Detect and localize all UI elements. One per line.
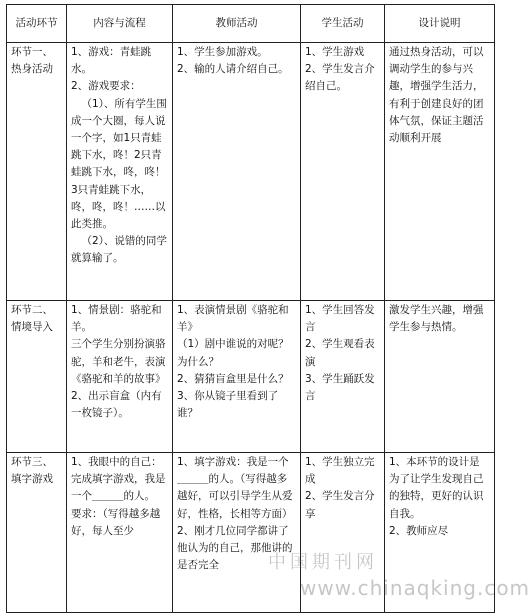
student-line: 2、学生发言介绍自己。 — [305, 63, 375, 93]
header-design: 设计说明 — [385, 5, 495, 43]
header-content: 内容与流程 — [67, 5, 173, 43]
cell-content — [67, 43, 173, 301]
cell-design — [385, 43, 495, 301]
content-line: 2、出示盲盒（内有一枚镜子）。 — [71, 390, 162, 420]
content-line: 1、游戏：青蛙跳水。 — [71, 46, 152, 76]
table-row — [7, 301, 495, 453]
content-line: （2）、说错的同学就算输了。 — [71, 235, 167, 265]
header-teacher: 教师活动 — [173, 5, 301, 43]
header-student: 学生活动 — [301, 5, 385, 43]
header-stage: 活动环节 — [7, 5, 67, 43]
content-line: （1）、所有学生围成一个大圈，每人说一个字，如1只青蛙跳下水，咚！2只青蛙跳下水，咚，咚！3只青蛙跳下水，咚，咚，咚！……以此类推。 — [71, 97, 167, 231]
cell-student — [301, 453, 385, 613]
stage-text: 环节三、填字游戏 — [11, 456, 53, 486]
content-line: 1、我眼中的自己：完成填字游戏，我是一个＿＿＿的人。 — [71, 456, 166, 503]
cell-stage — [7, 43, 67, 301]
cell-student — [301, 301, 385, 453]
content-line: 1、情景剧：骆驼和羊。 — [71, 304, 162, 334]
watermark-text: 中国期刊网 — [268, 552, 378, 573]
table-header-row — [7, 5, 495, 43]
cell-content — [67, 301, 173, 453]
student-line: 1、学生独立完成 — [305, 456, 375, 486]
design-line: 1、本环节的设计是为了让学生发现自己的独特，更好的认识自我。 — [389, 456, 484, 520]
student-line: 1、学生回答发言 — [305, 304, 375, 334]
cell-teacher — [173, 301, 301, 453]
content-line: 2、游戏要求： — [71, 80, 141, 93]
lesson-plan-table — [6, 4, 495, 613]
student-line: 2、学生发言分享 — [305, 490, 375, 520]
cell-teacher — [173, 43, 301, 301]
student-line: 2、学生观看表演 — [305, 338, 375, 368]
student-line: 1、学生游戏 — [305, 46, 365, 58]
cell-content — [67, 453, 173, 613]
stage-text: 环节一、热身活动 — [11, 46, 53, 76]
teacher-line: 1、表演情景剧《骆驼和羊》 — [177, 304, 289, 334]
cell-design — [385, 301, 495, 453]
cell-stage — [7, 453, 67, 613]
cell-design — [385, 453, 495, 613]
design-line: 通过热身活动，可以调动学生的参与兴趣，增强学生活力，有利于创建良好的团体气氛，保证主题活动顺利开展 — [389, 46, 484, 145]
teacher-line: 2、刚才几位同学都讲了他认为的自己，那他讲的是否完全 — [177, 524, 293, 572]
design-line: 激发学生兴趣，增强学生参与热情。 — [389, 304, 484, 334]
teacher-line: 1、填字游戏：我是一个＿＿＿的人。（写得越多越好，可以引导学生从爱好，性格，长相等方面） — [177, 456, 293, 520]
teacher-line: 2、输的人请介绍自己。 — [177, 63, 289, 76]
cell-teacher — [173, 453, 301, 613]
content-line: 要求：（写得越多越好，每人至少 — [71, 507, 161, 537]
cell-stage — [7, 301, 67, 453]
cell-student — [301, 43, 385, 301]
teacher-line: 3、你从镜子里看到了谁？ — [177, 390, 279, 420]
teacher-line: 2、猜猜盲盒里是什么？ — [177, 372, 289, 385]
student-line: 3、学生踊跃发言 — [305, 372, 375, 403]
table-row — [7, 453, 495, 613]
design-line: 2、教师应尽 — [389, 524, 449, 537]
stage-text: 环节二、情境导入 — [11, 304, 53, 334]
teacher-line: （1）剧中谁说的对呢？为什么？ — [177, 338, 289, 368]
teacher-line: 1、学生参加游戏。 — [177, 46, 268, 58]
table-row — [7, 43, 495, 301]
content-line: 三个学生分别扮演骆驼，羊和老牛，表演《骆驼和羊的故事》 — [71, 338, 166, 385]
lesson-plan-document — [6, 4, 494, 613]
watermark-url: www.chinaqking.com — [300, 576, 530, 600]
